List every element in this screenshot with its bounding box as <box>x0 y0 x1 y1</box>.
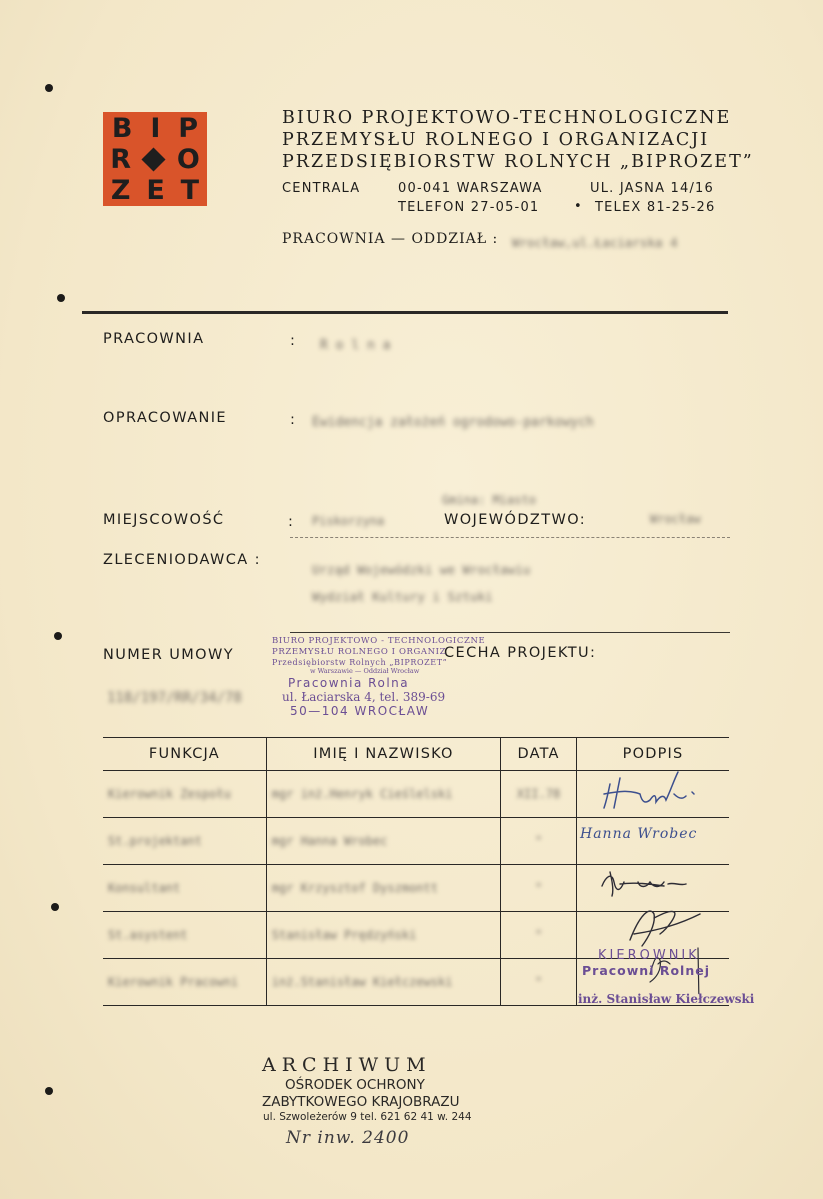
zleceniodawca-label: ZLECENIODAWCA : <box>103 552 261 568</box>
centrala-address: 00-041 WARSZAWA <box>398 181 543 196</box>
cell-funkcja <box>103 818 266 865</box>
street-address: UL. JASNA 14/16 <box>590 181 714 196</box>
kierownik-stamp-unit: Pracowni Rolnej <box>582 963 711 978</box>
cell-funkcja <box>103 865 266 912</box>
miejscowosc-label: MIEJSCOWOŚĆ <box>103 512 225 528</box>
pracownia-label: PRACOWNIA <box>103 331 205 347</box>
stamp-line-1: BIURO PROJEKTOWO - TECHNOLOGICZNE <box>272 636 486 646</box>
cell-nazwisko-text: mgr Krzysztof Dyszmontt <box>271 881 438 895</box>
field-colon: : <box>288 514 295 530</box>
opracowanie-label: OPRACOWANIE <box>103 410 227 426</box>
cell-nazwisko <box>266 818 500 865</box>
cell-funkcja-text: St.asystent <box>108 928 188 942</box>
stamp-line-5: Pracownia Rolna <box>288 676 410 690</box>
header-line-3: PRZEDSIĘBIORSTW ROLNYCH „BIPROZET” <box>282 152 754 172</box>
stamp-line-3: Przedsiębiorstw Rolnych „BIPROZET” <box>272 658 448 667</box>
cell-data-text: " <box>534 834 543 848</box>
biprozet-logo <box>103 112 207 206</box>
cell-nazwisko-text: Stanisław Prędzyński <box>271 928 417 942</box>
archive-title: ARCHIWUM <box>262 1054 432 1076</box>
cell-funkcja-text: Kierownik Pracowni <box>108 975 239 989</box>
field-colon: : <box>290 412 297 428</box>
cell-funkcja-text: Konsultant <box>108 881 181 895</box>
column-header-data: DATA <box>501 738 577 771</box>
column-header-podpis: PODPIS <box>577 738 729 771</box>
header-line-1: BIURO PROJEKTOWO-TECHNOLOGICZNE <box>282 108 732 128</box>
field-underline <box>290 537 730 538</box>
cell-data <box>501 959 577 1006</box>
logo-letter: I <box>150 113 161 144</box>
logo-letter: P <box>178 113 199 144</box>
cell-data-text: " <box>534 975 543 989</box>
telefon: TELEFON 27-05-01 <box>398 200 540 215</box>
zleceniodawca-line-1: Urząd Wojewódzki we Wrocławiu <box>312 562 531 577</box>
stamp-line-7: 50—104 WROCŁAW <box>290 704 430 718</box>
signature-text: Hanna Wrobec <box>580 826 698 842</box>
cell-data <box>501 865 577 912</box>
cell-data-text: " <box>534 928 543 942</box>
cell-funkcja <box>103 771 266 818</box>
logo-letter: R <box>110 144 131 175</box>
pracownia-oddzial-value: Wrocław,ul.Łaciarska 4 <box>512 235 678 250</box>
zleceniodawca-line-2: Wydział Kultury i Sztuki <box>312 589 493 604</box>
logo-diamond <box>142 147 166 171</box>
centrala-label: CENTRALA <box>282 181 361 196</box>
cell-data <box>501 818 577 865</box>
stamp-line-6: ul. Łaciarska 4, tel. 389-69 <box>282 690 446 704</box>
wojewodztwo-value: Wrocław <box>650 512 701 526</box>
logo-row <box>103 175 207 206</box>
kierownik-stamp-name: inż. Stanisław Kiełczewski <box>578 992 755 1006</box>
cell-funkcja <box>103 959 266 1006</box>
bullet-separator: • <box>574 199 583 214</box>
field-underline <box>290 632 730 633</box>
binder-hole <box>45 84 53 92</box>
archive-line-2: ZABYTKOWEGO KRAJOBRAZU <box>262 1094 460 1110</box>
cecha-projektu-label: CECHA PROJEKTU: <box>444 645 597 661</box>
cell-nazwisko <box>266 912 500 959</box>
header-divider <box>82 311 728 314</box>
cell-nazwisko <box>266 865 500 912</box>
binder-hole <box>57 294 65 302</box>
logo-letter: T <box>180 175 200 206</box>
miejscowosc-value: Piskorzyna <box>312 514 385 528</box>
logo-row <box>103 113 207 144</box>
pracownia-value: R o l n a <box>320 338 391 353</box>
telex: TELEX 81-25-26 <box>595 200 716 215</box>
cell-funkcja-text: St.projektant <box>108 834 202 848</box>
header-line-2: PRZEMYSŁU ROLNEGO I ORGANIZACJI <box>282 130 710 150</box>
stamp-line-2: PRZEMYSŁU ROLNEGO I ORGANIZ <box>272 647 447 657</box>
cell-data <box>501 771 577 818</box>
pracownia-oddzial-label: PRACOWNIA — ODDZIAŁ : <box>282 231 499 247</box>
gmina-value: Gmina: Miasto <box>442 493 536 507</box>
opracowanie-value: Ewidencja założeń ogrodowo-parkowych <box>312 415 594 430</box>
binder-hole <box>54 632 62 640</box>
cell-nazwisko-text: mgr inż.Henryk Cieślelski <box>271 787 453 801</box>
wojewodztwo-label: WOJEWÓDZTWO: <box>444 512 587 528</box>
column-header-funkcja: FUNKCJA <box>103 738 266 771</box>
numer-umowy-label: NUMER UMOWY <box>103 647 234 663</box>
cell-data <box>501 912 577 959</box>
logo-letter: E <box>146 175 165 206</box>
cell-funkcja <box>103 912 266 959</box>
logo-row <box>103 144 207 175</box>
kierownik-stamp <box>578 948 755 1006</box>
binder-hole <box>45 1087 53 1095</box>
company-stamp <box>272 636 485 718</box>
cell-data-text: " <box>534 881 543 895</box>
inventory-number: Nr inw. 2400 <box>286 1128 410 1148</box>
logo-letter: B <box>111 113 133 144</box>
cell-nazwisko <box>266 959 500 1006</box>
kierownik-stamp-title: KIEROWNIK <box>598 948 700 963</box>
logo-letter: O <box>176 144 200 175</box>
archive-line-1: OŚRODEK OCHRONY <box>285 1077 425 1093</box>
cell-nazwisko-text: inż.Stanisław Kiełczewski <box>271 975 453 989</box>
numer-umowy-value: 118/197/RR/34/78 <box>107 690 242 706</box>
binder-hole <box>51 903 59 911</box>
stamp-line-4: w Warszawie — Oddział Wrocław <box>310 667 420 675</box>
logo-letter: Z <box>110 175 131 206</box>
archive-line-3: ul. Szwoleżerów 9 tel. 621 62 41 w. 244 <box>263 1111 472 1123</box>
cell-nazwisko <box>266 771 500 818</box>
cell-funkcja-text: Kierownik Zespołu <box>108 787 231 801</box>
column-header-nazwisko: IMIĘ I NAZWISKO <box>266 738 500 771</box>
cell-data-text: XII.78 <box>516 787 561 801</box>
cell-nazwisko-text: mgr Hanna Wrobec <box>271 834 388 848</box>
field-colon: : <box>290 333 297 349</box>
